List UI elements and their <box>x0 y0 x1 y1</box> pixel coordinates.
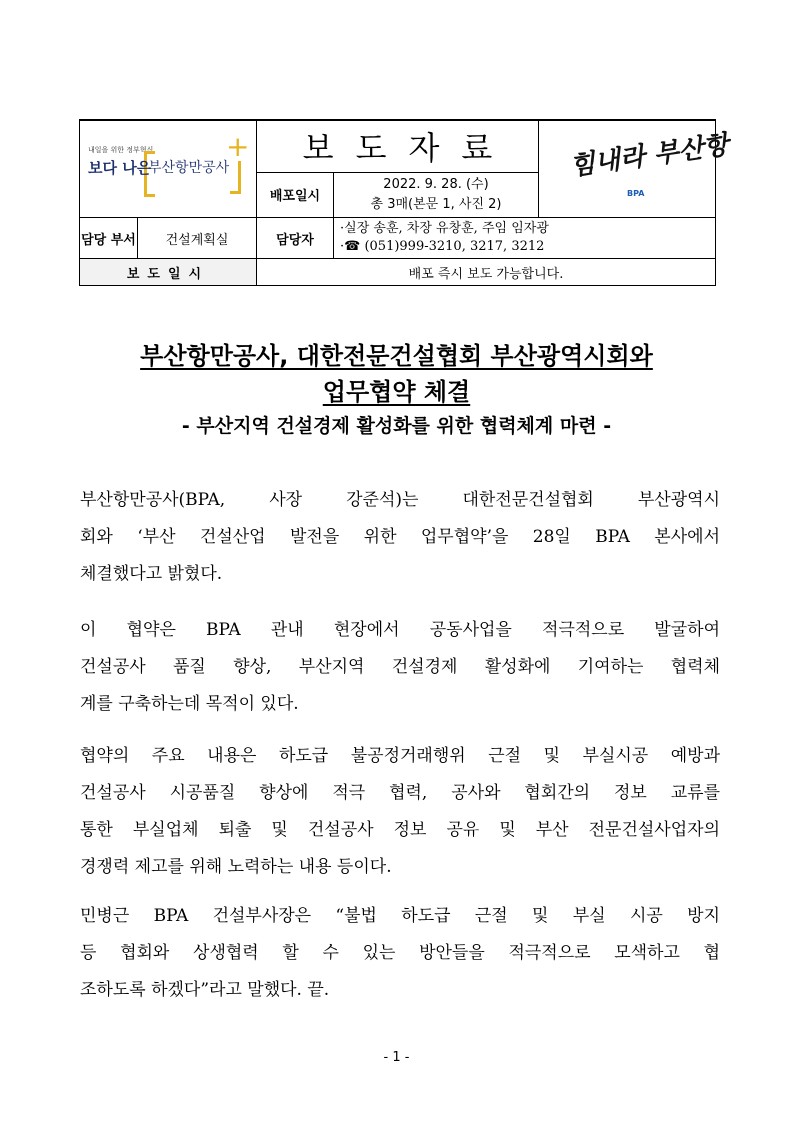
paragraph-line: 통한 부실업체 퇴출 및 건설공사 정보 공유 및 부산 전문건설사업자의 <box>80 820 720 840</box>
paragraph-line: 부산항만공사(BPA, 사장 강준석)는 대한전문건설협회 부산광역시 <box>80 490 720 510</box>
bpa-mark: BPA <box>627 189 645 198</box>
dept-label: 담당 부서 <box>80 218 138 259</box>
paragraph-line: 협약의 주요 내용은 하도급 불공정거래행위 근절 및 부실시공 예방과 <box>80 746 720 766</box>
paragraph-1 <box>80 482 720 593</box>
logo-tagline: 내일을 위한 정부혁신 <box>88 146 154 154</box>
paragraph-line: 건설공사 품질 향상, 부산지역 건설경제 활성화에 기여하는 협력체 <box>80 657 720 677</box>
paragraph-line: 이 협약은 BPA 관내 현장에서 공동사업을 적극적으로 발굴하여 <box>80 620 720 640</box>
paragraph-line: 경쟁력 제고를 위해 노력하는 내용 등이다. <box>80 857 392 877</box>
distribution-info <box>334 172 539 217</box>
headline-line-1: 부산항만공사, 대한전문건설협회 부산광역시회와 <box>140 342 653 370</box>
press-release-title: 보도자료 <box>257 120 539 172</box>
headline-line-2: 업무협약 체결 <box>322 378 471 406</box>
paragraph-4 <box>80 898 720 1009</box>
paragraph-line: 계를 구축하는데 목적이 있다. <box>80 694 299 714</box>
paragraph-line: 건설공사 시공품질 향상에 적극 협력, 공사와 협회간의 정보 교류를 <box>80 783 720 803</box>
contact-info <box>334 218 716 259</box>
distribution-date: 2022. 9. 28. (수) <box>383 176 489 192</box>
paragraph-line: 등 협회와 상생협력 할 수 있는 방안들을 적극적으로 모색하고 협 <box>80 943 720 963</box>
bpa-slogan: 힘내라 부산항 <box>568 130 731 182</box>
paragraph-line: 체결했다고 밝혔다. <box>80 564 223 584</box>
logo-org-name: 부산항만공사 <box>148 160 230 176</box>
release-value: 배포 즉시 보도 가능합니다. <box>257 259 716 286</box>
government-logo <box>80 120 257 218</box>
contact-people: ·실장 송훈, 차장 유창훈, 주임 임자광 <box>340 221 549 236</box>
header-table <box>79 119 731 286</box>
logo-bracket-right <box>230 161 241 194</box>
contact-phone: ·☎ (051)999-3210, 3217, 3212 <box>340 239 545 254</box>
distribution-label: 배포일시 <box>257 172 334 217</box>
bpa-logo <box>539 120 731 218</box>
page-number: - 1 - <box>383 1050 410 1065</box>
headline-subtitle: - 부산지역 건설경제 활성화를 위한 협력체계 마련 - <box>181 415 612 437</box>
paragraph-2 <box>80 612 720 723</box>
paragraph-3 <box>80 738 720 886</box>
pages-info: 총 3매(본문 1, 사진 2) <box>370 196 502 212</box>
dept-value: 건설계획실 <box>138 218 257 259</box>
paragraph-line: 회와 ‘부산 건설산업 발전을 위한 업무협약’을 28일 BPA 본사에서 <box>80 527 720 547</box>
contact-label: 담당자 <box>257 218 334 259</box>
plus-icon: + <box>226 130 250 163</box>
paragraph-line: 조하도록 하겠다”라고 말했다. 끝. <box>80 980 330 1000</box>
paragraph-line: 민병근 BPA 건설부사장은 “불법 하도급 근절 및 부실 시공 방지 <box>80 906 720 926</box>
logo-brand: 보다 나은 <box>88 159 152 177</box>
release-label: 보도일시 <box>80 259 257 286</box>
